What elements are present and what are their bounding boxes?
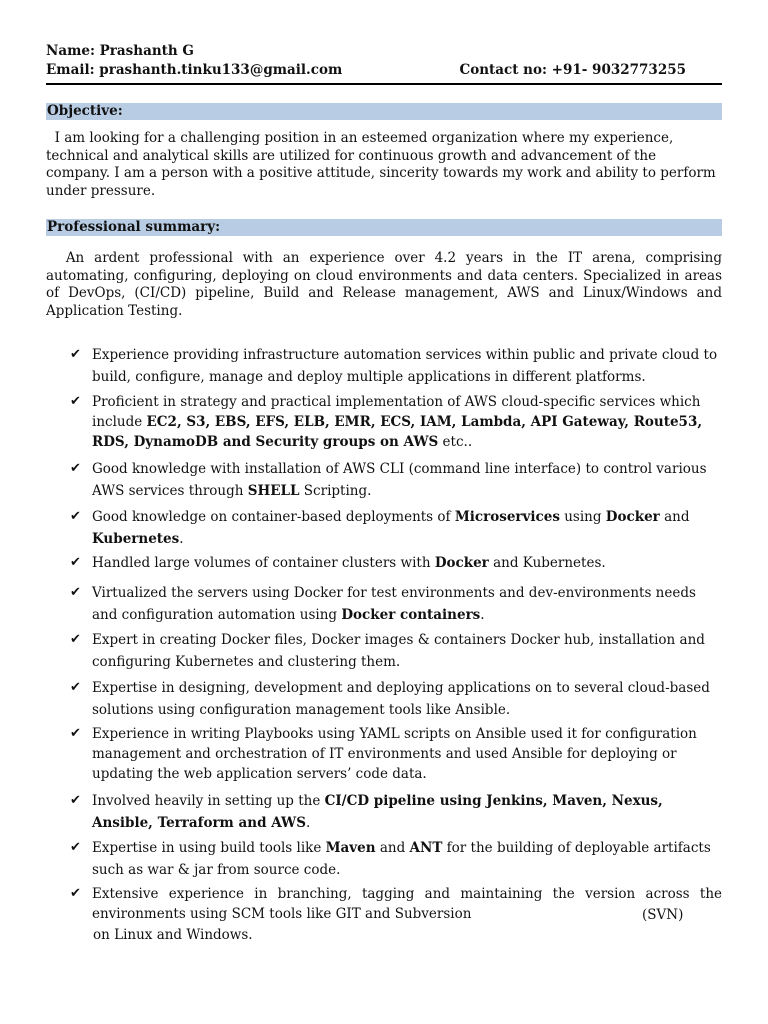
bullet-text: Expertise in using build tools like — [92, 840, 326, 856]
bullet-text: Extensive experience in branching, tagging and maintaining the version across the environments using SCM tools like GIT and Subversion — [92, 886, 722, 922]
list-item — [70, 344, 722, 388]
checkmark-icon: ✔ — [70, 840, 81, 855]
checkmark-icon: ✔ — [70, 585, 81, 600]
list-item — [70, 884, 722, 924]
checkmark-icon: ✔ — [70, 555, 81, 570]
checkmark-icon: ✔ — [70, 726, 81, 741]
bullet-bold: Docker — [434, 555, 489, 571]
bullet-text: etc.. — [438, 434, 473, 450]
checkmark-icon: ✔ — [70, 632, 81, 647]
list-item — [70, 629, 722, 673]
bullet-bold: Docker — [605, 509, 660, 525]
bullet-text: and — [375, 840, 410, 856]
list-item — [70, 552, 722, 574]
bullet-text: . — [305, 815, 311, 831]
bullet-text: Involved heavily in setting up the — [92, 793, 325, 809]
bullet-text: Virtualized the servers using Docker for test environments and dev-environments needs and configuration automation using — [92, 585, 696, 623]
bullet-text: Expert in creating Docker files, Docker images & containers Docker hub, installation and configuring Kubernetes and clustering them. — [92, 632, 705, 670]
bullet-bold: Maven — [325, 840, 376, 856]
bullet-text: Good knowledge on container-based deployments of — [92, 509, 455, 525]
list-item — [70, 677, 722, 721]
bullet-text: Scripting. — [299, 483, 372, 499]
bullet-text: Experience in writing Playbooks using YAML scripts on Ansible used it for configuration management and orchestration of IT environments and used Ansible for deploying or updating the web application servers’ code data. — [92, 726, 697, 782]
bullet-text: and — [659, 509, 690, 525]
list-item — [70, 392, 722, 452]
bullet-bold: EC2, S3, EBS, EFS, ELB, EMR, ECS, IAM, Lambda, API Gateway, Route53, RDS, DynamoDB and Security groups on AWS — [92, 414, 703, 450]
bullet-text: Good knowledge with installation of AWS CLI (command line interface) to control various AWS services through — [92, 461, 707, 499]
bullet-text: Handled large volumes of container clusters with — [92, 555, 435, 571]
bullet-bold: ANT — [409, 840, 443, 856]
checkmark-icon: ✔ — [70, 509, 81, 524]
bullet-text: . — [179, 531, 184, 547]
header-phone: Contact no: +91- 9032773255 — [459, 62, 686, 78]
bullet-bold: Microservices — [454, 509, 560, 525]
list-item — [70, 582, 722, 626]
checkmark-icon: ✔ — [70, 461, 81, 476]
bullet-bold: SHELL — [247, 483, 300, 499]
checkmark-icon: ✔ — [70, 347, 81, 362]
objective-heading: Objective: — [46, 103, 722, 120]
bullet-bold: CI/CD pipeline using Jenkins, Maven, Nexus, Ansible, Terraform and AWS — [92, 793, 663, 831]
summary-heading: Professional summary: — [46, 219, 722, 236]
bullet-text: Expertise in designing, development and deploying applications on to several cloud-based solutions using configuration management tools like Ansible. — [92, 680, 710, 718]
list-item — [70, 837, 722, 881]
header-divider — [46, 83, 722, 85]
header-email: Email: prashanth.tinku133@gmail.com — [46, 62, 343, 78]
checkmark-icon: ✔ — [70, 394, 81, 409]
bullet-bold: Kubernetes — [92, 531, 180, 547]
resume-page — [46, 42, 727, 320]
bullet-text: (SVN) — [642, 907, 684, 923]
header-name: Name: Prashanth G — [46, 43, 194, 59]
bullet-text: using — [559, 509, 606, 525]
objective-text: I am looking for a challenging position in an esteemed organization where my experience, technical and analytical skills are utilized for continuous growth and advancement of the company. I am a person with a positive attitude, sincerity towards my work and ability to perform under pressure. — [46, 130, 721, 199]
bullet-continuation: on Linux and Windows. — [93, 927, 253, 943]
bullet-text: Proficient in strategy and practical implementation of AWS cloud-specific services which include — [92, 394, 701, 430]
bullet-text: and Kubernetes. — [488, 555, 606, 571]
header-contact-row — [46, 61, 722, 80]
checkmark-icon: ✔ — [70, 886, 81, 901]
checkmark-icon: ✔ — [70, 793, 81, 808]
bullet-text: for the building of deployable artifacts such as war & jar from source code. — [92, 840, 711, 878]
list-item — [70, 790, 722, 834]
summary-text: An ardent professional with an experience over 4.2 years in the IT arena, comprising automating, configuring, deploying on cloud environments and data centers. Specialized in areas of DevOps, (CI/CD) pipeline, Build and Release management, AWS and Linux/Windows and Application Testing. — [46, 250, 727, 319]
list-item — [70, 458, 722, 502]
list-item — [70, 724, 722, 784]
bullet-text: . — [480, 607, 485, 623]
list-item — [70, 506, 722, 550]
bullet-bold: Docker containers — [341, 607, 481, 623]
bullet-text: Experience providing infrastructure automation services within public and private cloud to build, configure, manage and deploy multiple applications in different platforms. — [92, 347, 718, 385]
checkmark-icon: ✔ — [70, 680, 81, 695]
